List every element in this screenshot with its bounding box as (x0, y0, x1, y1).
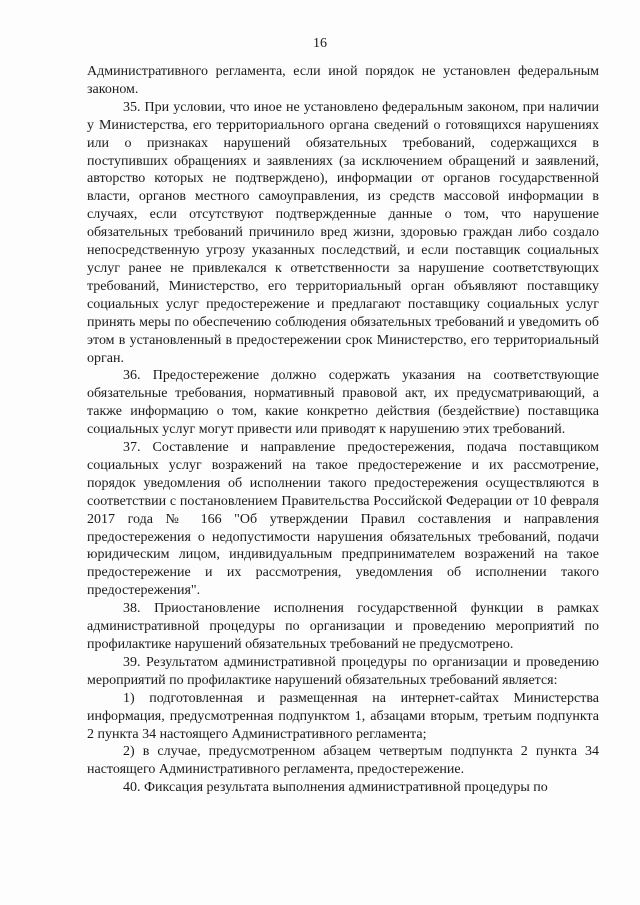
paragraph-35: 35. При условии, что иное не установлено федеральным законом, при наличии у Министерства, его территориального органа сведений о готовящихся нарушениях или о признаках нарушений обязательных требований, содержащихся в поступивших обращениях и заявлениях (за исключением обращений и заявлений, авторство которых не подтверждено), информации от органов государственной власти, органов местного самоуправления, из средств массовой информации в случаях, если отсутствуют подтвержденные данные о том, что нарушение обязательных требований причинило вред жизни, здоровью граждан либо создало непосредственную угрозу указанных последствий, и если поставщик социальных услуг ранее не привлекался к ответственности за нарушение соответствующих требований, Министерство, его территориальный орган объявляют поставщику социальных услуг предостережение и предлагают поставщику социальных услуг принять меры по обеспечению соблюдения обязательных требований и уведомить об этом в установленный в предостережении срок Министерство, его территориальный орган. (87, 99, 599, 366)
paragraph-37: 37. Составление и направление предостережения, подача поставщиком социальных услуг возражений на такое предостережение и их рассмотрение, порядок уведомления об исполнении такого предостережения осуществляются в соответствии с постановлением Правительства Российской Федерации от 10 февраля 2017 года № 166 "Об утверждении Правил составления и направления предостережения о недопустимости нарушения обязательных требований, подачи юридическим лицом, индивидуальным предпринимателем возражений на такое предостережение и их рассмотрения, уведомления об исполнении такого предостережения". (87, 440, 599, 599)
paragraph-39-item-2: 2) в случае, предусмотренном абзацем четвертым подпункта 2 пункта 34 настоящего Административного регламента, предостережение. (87, 744, 599, 778)
paragraph-36: 36. Предостережение должно содержать указания на соответствующие обязательные требования, нормативный правовой акт, их предусматривающий, а также информацию о том, какие конкретно действия (бездействие) поставщика социальных услуг могут привести или приводят к нарушению этих требований. (87, 368, 599, 438)
document-body (87, 63, 599, 797)
paragraph-40: 40. Фиксация результата выполнения административной процедуры по (123, 780, 548, 796)
paragraph-continuation: Административного регламента, если иной порядок не установлен федеральным законом. (87, 64, 599, 97)
paragraph-39: 39. Результатом административной процедуры по организации и проведению мероприятий по профилактике нарушений обязательных требований является: (87, 654, 599, 688)
page-number: 16 (313, 36, 327, 51)
paragraph-39-item-1: 1) подготовленная и размещенная на интернет-сайтах Министерства информация, предусмотренная подпунктом 1, абзацами вторым, третьим подпункта 2 пункта 34 настоящего Административного регламента; (87, 690, 599, 742)
paragraph-38: 38. Приостановление исполнения государственной функции в рамках административной процедуры по организации и проведению мероприятий по профилактике нарушений обязательных требований не предусмотрено. (87, 601, 599, 652)
